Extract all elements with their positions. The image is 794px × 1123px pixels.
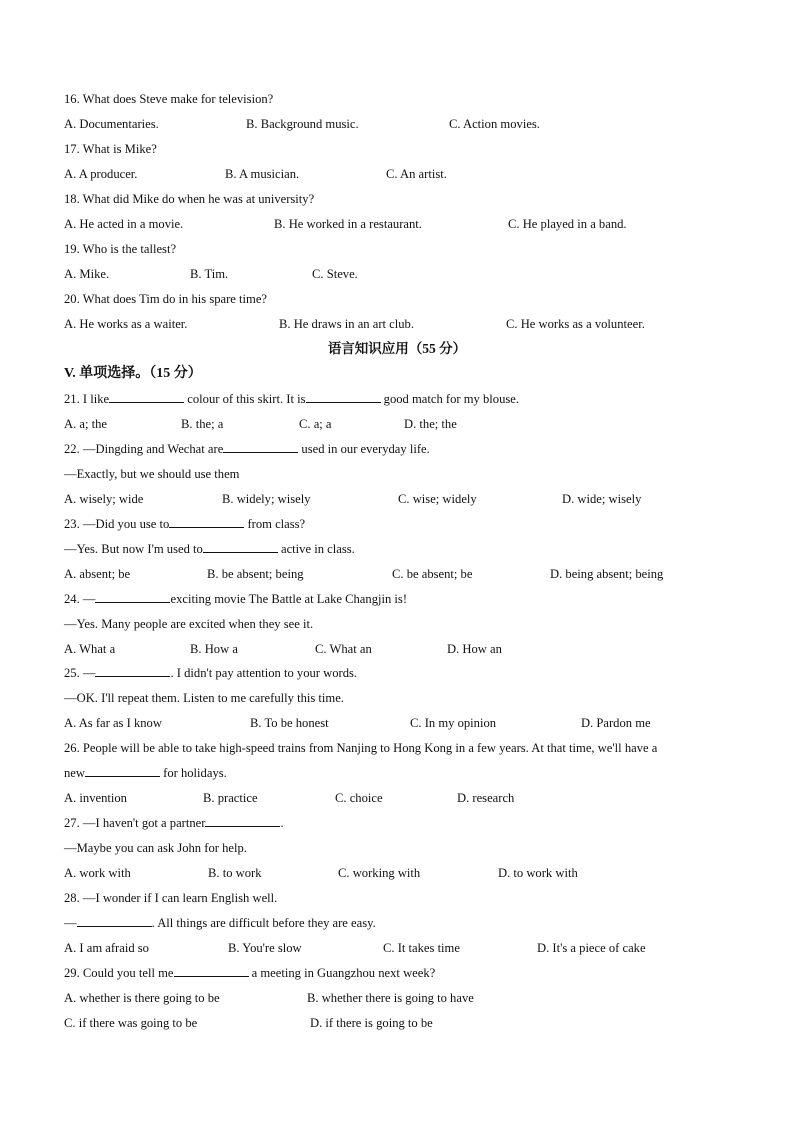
option-d: D. if there is going to be	[310, 1016, 433, 1030]
option-a: A. I am afraid so	[64, 941, 149, 955]
option-a: A. Mike.	[64, 267, 110, 281]
option-a: A. whether is there going to be	[64, 991, 220, 1005]
option-a: A. absent; be	[64, 567, 131, 581]
part-heading: 语言知识应用（55 分）	[327, 341, 467, 356]
question-22-reply: —Exactly, but we should use them	[64, 467, 240, 481]
answer-blank	[174, 963, 249, 977]
option-c: C. It takes time	[383, 941, 460, 955]
option-a: A. He works as a waiter.	[64, 317, 188, 331]
option-d: D. Pardon me	[581, 716, 651, 730]
option-c: C. An artist.	[386, 167, 447, 181]
question-27-options	[64, 863, 764, 883]
question-22-options	[64, 489, 764, 509]
option-d: D. It's a piece of cake	[537, 941, 646, 955]
option-c: C. Action movies.	[449, 117, 540, 131]
option-b: B. He worked in a restaurant.	[274, 217, 422, 231]
question-27-stem: 27. —I haven't got a partner .	[64, 813, 284, 833]
question-24-options	[64, 639, 764, 659]
question-28-options	[64, 938, 764, 958]
answer-blank	[306, 389, 381, 403]
question-26-stem: 26. People will be able to take high-speed trains from Nanjing to Hong Kong in a few years. At that time, we'll have a	[64, 741, 658, 755]
option-c: C. if there was going to be	[64, 1016, 198, 1030]
question-26-stem-cont: new for holidays.	[64, 763, 227, 783]
option-a: A. a; the	[64, 417, 108, 431]
answer-blank	[95, 663, 170, 677]
option-d: D. to work with	[498, 866, 578, 880]
option-c: C. He played in a band.	[508, 217, 627, 231]
question-16-options	[64, 114, 764, 134]
option-b: B. To be honest	[250, 716, 329, 730]
question-24-reply: —Yes. Many people are excited when they see it.	[64, 617, 314, 631]
option-a: A. A producer.	[64, 167, 138, 181]
option-b: B. be absent; being	[207, 567, 304, 581]
option-c: C. a; a	[299, 417, 332, 431]
option-a: A. invention	[64, 791, 127, 805]
option-d: D. How an	[447, 642, 502, 656]
question-17-options	[64, 164, 764, 184]
option-b: B. whether there is going to have	[307, 991, 474, 1005]
question-24-stem: 24. — exciting movie The Battle at Lake Changjin is!	[64, 589, 407, 609]
option-b: B. widely; wisely	[222, 492, 311, 506]
question-23-reply: —Yes. But now I'm used to active in class.	[64, 539, 355, 559]
option-b: B. Tim.	[190, 267, 229, 281]
question-21-options	[64, 414, 764, 434]
option-c: C. working with	[338, 866, 421, 880]
option-c: C. In my opinion	[410, 716, 497, 730]
question-18-options	[64, 214, 764, 234]
option-d: D. being absent; being	[550, 567, 664, 581]
question-25-options	[64, 713, 764, 733]
option-b: B. to work	[208, 866, 262, 880]
option-a: A. He acted in a movie.	[64, 217, 184, 231]
answer-blank	[223, 439, 298, 453]
answer-blank	[77, 913, 152, 927]
question-16-stem: 16. What does Steve make for television?	[64, 92, 274, 106]
option-d: D. research	[457, 791, 515, 805]
question-23-options	[64, 564, 764, 584]
question-17-stem: 17. What is Mike?	[64, 142, 157, 156]
option-a: A. What a	[64, 642, 116, 656]
question-18-stem: 18. What did Mike do when he was at university?	[64, 192, 315, 206]
answer-blank	[203, 539, 278, 553]
question-29-options-row2	[64, 1013, 764, 1033]
question-20-stem: 20. What does Tim do in his spare time?	[64, 292, 268, 306]
question-29-stem: 29. Could you tell me a meeting in Guangzhou next week?	[64, 963, 435, 983]
option-b: B. practice	[203, 791, 258, 805]
question-27-reply: —Maybe you can ask John for help.	[64, 841, 247, 855]
question-20-options	[64, 314, 764, 334]
option-c: C. wise; widely	[398, 492, 477, 506]
question-21-stem: 21. I like colour of this skirt. It is good match for my blouse.	[64, 389, 519, 409]
option-b: B. You're slow	[228, 941, 302, 955]
option-c: C. What an	[315, 642, 372, 656]
option-b: B. Background music.	[246, 117, 359, 131]
question-22-stem: 22. —Dingding and Wechat are used in our everyday life.	[64, 439, 430, 459]
option-a: A. As far as I know	[64, 716, 162, 730]
option-b: B. the; a	[181, 417, 224, 431]
answer-blank	[109, 389, 184, 403]
question-23-stem: 23. —Did you use to from class?	[64, 514, 305, 534]
option-b: B. A musician.	[225, 167, 300, 181]
answer-blank	[95, 589, 170, 603]
option-d: D. the; the	[404, 417, 457, 431]
option-a: A. wisely; wide	[64, 492, 144, 506]
question-26-options	[64, 788, 764, 808]
answer-blank	[205, 813, 280, 827]
question-25-reply: —OK. I'll repeat them. Listen to me carefully this time.	[64, 691, 344, 705]
option-b: B. He draws in an art club.	[279, 317, 414, 331]
option-b: B. How a	[190, 642, 238, 656]
question-19-stem: 19. Who is the tallest?	[64, 242, 177, 256]
option-c: C. choice	[335, 791, 383, 805]
question-28-stem: 28. —I wonder if I can learn English well.	[64, 891, 278, 905]
option-c: C. be absent; be	[392, 567, 473, 581]
option-c: C. He works as a volunteer.	[506, 317, 645, 331]
question-19-options	[64, 264, 764, 284]
question-25-stem: 25. — . I didn't pay attention to your words.	[64, 663, 357, 683]
option-a: A. Documentaries.	[64, 117, 159, 131]
question-28-reply: — . All things are difficult before they are easy.	[64, 913, 376, 933]
option-d: D. wide; wisely	[562, 492, 642, 506]
question-29-options-row1	[64, 988, 764, 1008]
section-heading: V. 单项选择。（15 分）	[64, 366, 202, 381]
answer-blank	[85, 763, 160, 777]
option-a: A. work with	[64, 866, 131, 880]
option-c: C. Steve.	[312, 267, 358, 281]
answer-blank	[169, 514, 244, 528]
